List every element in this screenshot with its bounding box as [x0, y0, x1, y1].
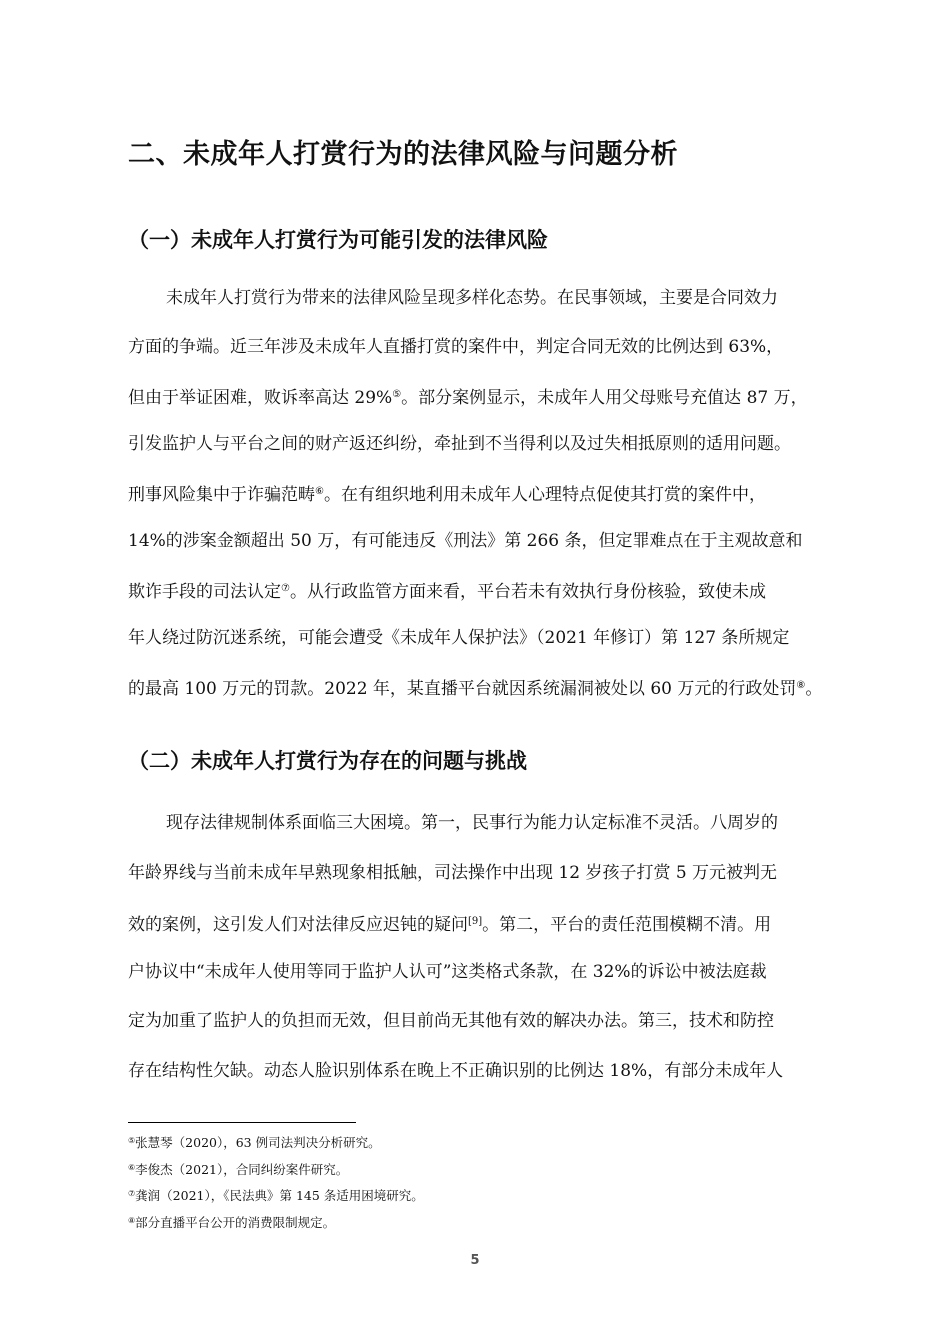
footnote-text: 张慧琴（2020），63 例司法判决分析研究。 [135, 1135, 381, 1150]
footnote [128, 1213, 335, 1231]
body-text: 户协议中“未成年人使用等同于监护人认可”这类格式条款，在 32%的诉讼中被法庭裁 [128, 961, 767, 982]
body-line [128, 862, 777, 884]
body-line [166, 812, 778, 834]
footnote-ref: ⑤ [392, 389, 402, 400]
body-text: 但由于举证困难，败诉率高达 29% [128, 388, 393, 408]
footnote-ref: ⑧ [796, 680, 806, 691]
chapter-heading: 二、未成年人打赏行为的法律风险与问题分析 [128, 139, 678, 170]
body-text: 。在有组织地利用未成年人心理特点促使其打赏的案件中， [323, 485, 766, 505]
body-line [128, 961, 767, 983]
body-text: 效的案例，这引发人们对法律反应迟钝的疑问 [128, 915, 468, 935]
footnote [128, 1133, 381, 1151]
footnote-marker: ⑥ [128, 1162, 136, 1172]
body-line [128, 675, 822, 700]
body-text: 年龄界线与当前未成年早熟现象相抵触，司法操作中出现 12 岁孩子打赏 5 万元被判无 [128, 862, 778, 883]
body-line [128, 433, 791, 455]
body-text: 刑事风险集中于诈骗范畴 [128, 485, 315, 505]
section-heading-1: （一）未成年人打赏行为可能引发的法律风险 [128, 228, 548, 252]
footnote [128, 1160, 348, 1178]
footnote-text: 龚润（2021），《民法典》第 145 条适用困境研究。 [135, 1188, 424, 1203]
section-heading-2: （二）未成年人打赏行为存在的问题与挑战 [128, 749, 527, 773]
body-text: 年人绕过防沉迷系统，可能会遭受《未成年人保护法》（2021 年修订）第 127 条所规定 [128, 627, 790, 648]
body-text: 存在结构性欠缺。动态人脸识别体系在晚上不正确识别的比例达 18%，有部分未成年人 [128, 1060, 784, 1081]
body-text: 现存法律规制体系面临三大困境。第一，民事行为能力认定标准不灵活。八周岁的 [166, 813, 778, 833]
footnote-ref: ⑦ [281, 583, 290, 594]
body-text: 引发监护人与平台之间的财产返还纠纷，牵扯到不当得利以及过失相抵原则的适用问题。 [128, 433, 791, 454]
body-line [128, 578, 766, 603]
body-line [128, 1010, 774, 1032]
footnote-marker: ⑤ [128, 1136, 136, 1145]
body-line [128, 384, 808, 409]
body-line [128, 911, 771, 936]
body-line [128, 627, 789, 649]
body-text: 欺诈手段的司法认定 [128, 582, 281, 602]
footnote-marker: ⑦ [128, 1189, 136, 1198]
body-text: 。从行政监管方面来看，平台若未有效执行身份核验，致使未成 [289, 582, 766, 602]
body-text: 。部分案例显示，未成年人用父母账号充值达 87 万， [401, 388, 808, 408]
footnote-text: 李俊杰（2021），合同纠纷案件研究。 [135, 1161, 349, 1177]
body-text: 。 [805, 679, 823, 699]
body-text: 的最高 100 万元的罚款。2022 年，某直播平台就因系统漏洞被处以 60 万元的行政处罚 [128, 679, 797, 699]
body-text: 方面的争端。近三年涉及未成年人直播打赏的案件中，判定合同无效的比例达到 63%， [128, 336, 784, 357]
footnote-ref: [9] [468, 916, 483, 927]
body-line [128, 481, 766, 506]
footnote-divider [128, 1122, 356, 1123]
body-line [166, 287, 778, 309]
footnote-text: 部分直播平台公开的消费限制规定。 [135, 1214, 336, 1230]
footnote-marker: ⑧ [128, 1215, 136, 1225]
page-number: 5 [470, 1253, 480, 1268]
body-text: 14%的涉案金额超出 50 万，有可能违反《刑法》第 266 条，但定罪难点在于主观故意和 [128, 530, 803, 551]
body-text: 未成年人打赏行为带来的法律风险呈现多样化态势。在民事领域，主要是合同效力 [166, 288, 778, 308]
body-text: 。第二，平台的责任范围模糊不清。用 [482, 915, 772, 935]
body-line [128, 336, 783, 358]
body-line [128, 530, 802, 552]
body-line [128, 1060, 783, 1082]
body-text: 定为加重了监护人的负担而无效，但目前尚无其他有效的解决办法。第三，技术和防控 [128, 1011, 774, 1031]
footnote [128, 1186, 424, 1204]
footnote-ref: ⑥ [315, 486, 324, 497]
